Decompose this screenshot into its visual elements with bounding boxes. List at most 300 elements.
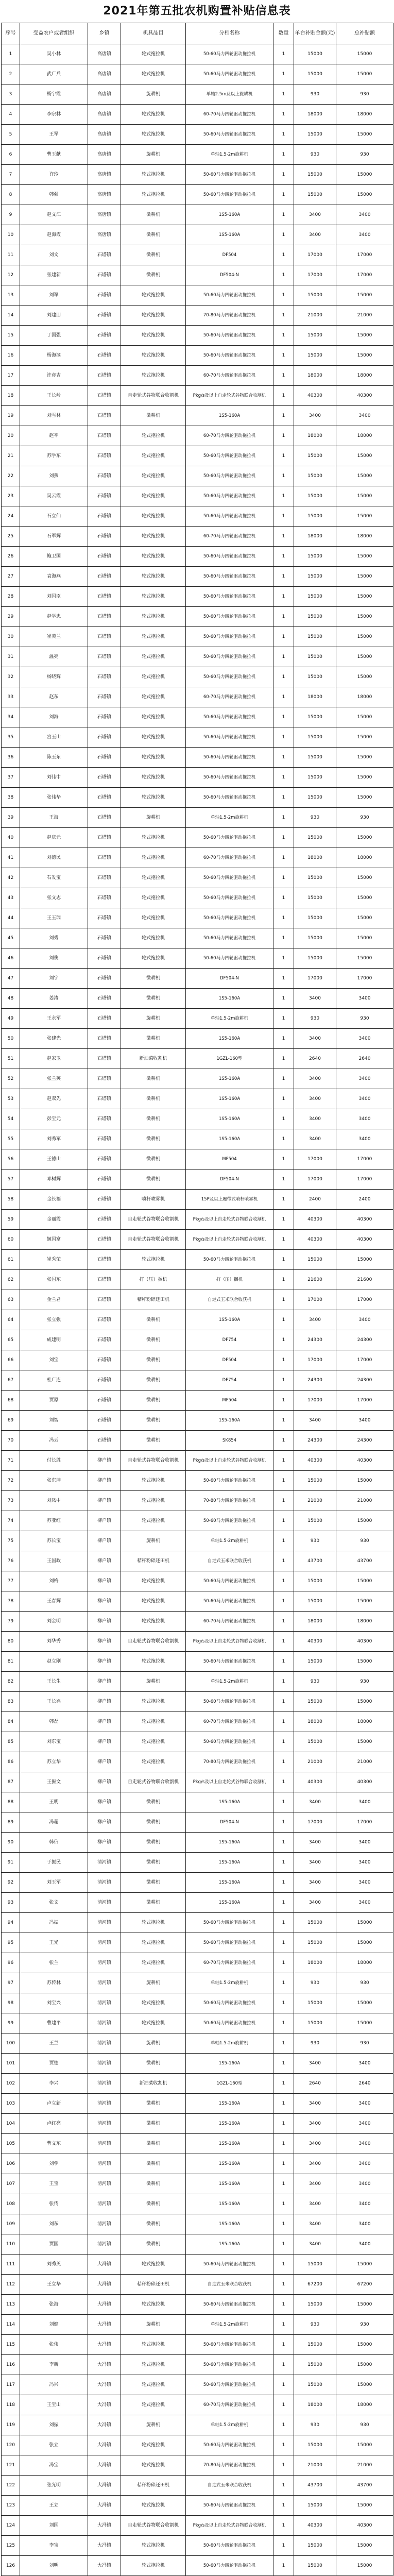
cell-quantity: 1 bbox=[273, 1571, 294, 1591]
cell-town: 清河镇 bbox=[88, 2234, 121, 2255]
cell-total-subsidy: 3400 bbox=[336, 2214, 393, 2234]
cell-model: Pkg/s及以上自走轮式谷物联合收割机 bbox=[186, 1451, 273, 1471]
cell-index: 86 bbox=[2, 1752, 20, 1772]
table-row bbox=[2, 828, 393, 848]
cell-unit-subsidy: 15000 bbox=[294, 2355, 336, 2375]
cell-index: 125 bbox=[2, 2536, 20, 2556]
cell-index: 88 bbox=[2, 1792, 20, 1812]
cell-unit-subsidy: 3400 bbox=[294, 1792, 336, 1812]
cell-index: 109 bbox=[2, 2214, 20, 2234]
cell-machine: 轮式拖拉机 bbox=[121, 1511, 186, 1531]
cell-town: 柳户镇 bbox=[88, 1792, 121, 1812]
cell-quantity: 1 bbox=[273, 2054, 294, 2074]
cell-model: 50-60马力四轮驱动拖拉机 bbox=[186, 908, 273, 928]
cell-machine: 轮式拖拉机 bbox=[121, 2295, 186, 2315]
table-row bbox=[2, 1712, 393, 1732]
cell-unit-subsidy: 18000 bbox=[294, 426, 336, 446]
cell-machine: 轮式拖拉机 bbox=[121, 446, 186, 466]
cell-total-subsidy: 17000 bbox=[336, 969, 393, 989]
cell-recipient: 苏传林 bbox=[20, 1973, 88, 1993]
cell-total-subsidy: 43700 bbox=[336, 1551, 393, 1571]
cell-model: 自走式玉米联合收获机 bbox=[186, 2476, 273, 2496]
cell-town: 清河镇 bbox=[88, 1993, 121, 2013]
cell-index: 31 bbox=[2, 647, 20, 667]
cell-town: 石塔镇 bbox=[88, 1431, 121, 1451]
cell-town: 石塔镇 bbox=[88, 707, 121, 727]
cell-unit-subsidy: 3400 bbox=[294, 1129, 336, 1149]
table-row bbox=[2, 386, 393, 406]
cell-town: 石塔镇 bbox=[88, 1069, 121, 1089]
cell-quantity: 1 bbox=[273, 2275, 294, 2295]
table-row bbox=[2, 2295, 393, 2315]
cell-recipient: 袁海燕 bbox=[20, 567, 88, 587]
cell-model: 60-70马力四轮驱动拖拉机 bbox=[186, 105, 273, 125]
cell-model: 单轴1.5-2m旋耕机 bbox=[186, 1973, 273, 1993]
cell-recipient: 刘秀英 bbox=[20, 2255, 88, 2275]
cell-quantity: 1 bbox=[273, 687, 294, 707]
cell-machine: 轮式拖拉机 bbox=[121, 828, 186, 848]
cell-model: Pkg/s及以上自走轮式谷物联合收割机 bbox=[186, 386, 273, 406]
cell-unit-subsidy: 15000 bbox=[294, 64, 336, 84]
cell-recipient: 刘国 bbox=[20, 2516, 88, 2536]
cell-index: 47 bbox=[2, 969, 20, 989]
cell-total-subsidy: 40300 bbox=[336, 1632, 393, 1652]
cell-quantity: 1 bbox=[273, 1471, 294, 1491]
cell-total-subsidy: 930 bbox=[336, 2415, 393, 2435]
cell-machine: 秸秆粉碎还田机 bbox=[121, 1551, 186, 1571]
cell-quantity: 1 bbox=[273, 1893, 294, 1913]
table-row bbox=[2, 1491, 393, 1511]
cell-recipient: 苏学东 bbox=[20, 446, 88, 466]
cell-quantity: 1 bbox=[273, 2094, 294, 2114]
cell-index: 96 bbox=[2, 1953, 20, 1973]
cell-total-subsidy: 15000 bbox=[336, 486, 393, 506]
cell-machine: 轮式拖拉机 bbox=[121, 567, 186, 587]
table-row bbox=[2, 2174, 393, 2194]
cell-town: 柳户镇 bbox=[88, 1712, 121, 1732]
cell-recipient: 王国政 bbox=[20, 1551, 88, 1571]
cell-machine: 轮式拖拉机 bbox=[121, 64, 186, 84]
cell-index: 28 bbox=[2, 587, 20, 607]
cell-machine: 轮式拖拉机 bbox=[121, 2395, 186, 2415]
cell-model: SK854 bbox=[186, 1431, 273, 1451]
cell-machine: 微耕机 bbox=[121, 2134, 186, 2154]
cell-quantity: 1 bbox=[273, 2556, 294, 2576]
cell-machine: 微耕机 bbox=[121, 1853, 186, 1873]
cell-town: 石塔镇 bbox=[88, 1391, 121, 1411]
cell-machine: 轮式拖拉机 bbox=[121, 185, 186, 205]
table-row bbox=[2, 1772, 393, 1792]
cell-recipient: 曹玉献 bbox=[20, 145, 88, 165]
table-row bbox=[2, 1913, 393, 1933]
table-row bbox=[2, 2476, 393, 2496]
cell-machine: 自走轮式谷物联合收割机 bbox=[121, 1210, 186, 1230]
table-row bbox=[2, 145, 393, 165]
cell-total-subsidy: 15000 bbox=[336, 506, 393, 527]
cell-machine: 轮式拖拉机 bbox=[121, 1692, 186, 1712]
cell-recipient: 刘秀 bbox=[20, 928, 88, 948]
cell-index: 27 bbox=[2, 567, 20, 587]
cell-town: 石塔镇 bbox=[88, 948, 121, 969]
cell-index: 111 bbox=[2, 2255, 20, 2275]
cell-unit-subsidy: 15000 bbox=[294, 2375, 336, 2395]
table-row bbox=[2, 1149, 393, 1170]
cell-unit-subsidy: 3400 bbox=[294, 2234, 336, 2255]
table-row bbox=[2, 848, 393, 868]
cell-model: 50-60马力四轮驱动拖拉机 bbox=[186, 125, 273, 145]
cell-machine: 轮式拖拉机 bbox=[121, 848, 186, 868]
cell-index: 32 bbox=[2, 667, 20, 687]
cell-index: 69 bbox=[2, 1411, 20, 1431]
cell-quantity: 1 bbox=[273, 1953, 294, 1973]
cell-recipient: 刘建朋 bbox=[20, 306, 88, 326]
cell-unit-subsidy: 15000 bbox=[294, 567, 336, 587]
cell-unit-subsidy: 17000 bbox=[294, 1290, 336, 1310]
cell-recipient: 曹文东 bbox=[20, 2134, 88, 2154]
cell-recipient: 许彦吉 bbox=[20, 366, 88, 386]
cell-town: 大冯镇 bbox=[88, 2516, 121, 2536]
cell-machine: 轮式拖拉机 bbox=[121, 285, 186, 306]
cell-recipient: 刘健 bbox=[20, 2315, 88, 2335]
cell-quantity: 1 bbox=[273, 165, 294, 185]
table-row bbox=[2, 2536, 393, 2556]
cell-unit-subsidy: 40300 bbox=[294, 1451, 336, 1471]
cell-quantity: 1 bbox=[273, 406, 294, 426]
cell-model: 1S5-160A bbox=[186, 2194, 273, 2214]
cell-model: 50-60马力四轮驱动拖拉机 bbox=[186, 928, 273, 948]
cell-index: 74 bbox=[2, 1511, 20, 1531]
cell-recipient: 丁国强 bbox=[20, 326, 88, 346]
cell-index: 4 bbox=[2, 105, 20, 125]
cell-town: 石塔镇 bbox=[88, 1411, 121, 1431]
cell-model: Pkg/s及以上自走轮式谷物联合收割机 bbox=[186, 1230, 273, 1250]
cell-index: 1 bbox=[2, 44, 20, 64]
cell-town: 石塔镇 bbox=[88, 386, 121, 406]
cell-quantity: 1 bbox=[273, 1270, 294, 1290]
cell-total-subsidy: 15000 bbox=[336, 2013, 393, 2033]
cell-town: 石塔镇 bbox=[88, 1049, 121, 1069]
cell-recipient: 武广兵 bbox=[20, 64, 88, 84]
cell-total-subsidy: 15000 bbox=[336, 125, 393, 145]
cell-machine: 微耕机 bbox=[121, 1310, 186, 1330]
cell-index: 73 bbox=[2, 1491, 20, 1511]
cell-index: 82 bbox=[2, 1672, 20, 1692]
cell-recipient: 王宝 bbox=[20, 2174, 88, 2194]
cell-quantity: 1 bbox=[273, 2114, 294, 2134]
cell-model: 单轴1.5-2m旋耕机 bbox=[186, 1672, 273, 1692]
cell-recipient: 张立 bbox=[20, 2435, 88, 2455]
cell-recipient: 石发宝 bbox=[20, 868, 88, 888]
cell-machine: 旋耕机 bbox=[121, 2415, 186, 2435]
cell-recipient: 韩强 bbox=[20, 185, 88, 205]
cell-quantity: 1 bbox=[273, 1812, 294, 1833]
cell-total-subsidy: 930 bbox=[336, 808, 393, 828]
cell-quantity: 1 bbox=[273, 185, 294, 205]
table-row bbox=[2, 2516, 393, 2536]
cell-index: 126 bbox=[2, 2556, 20, 2576]
cell-model: 1S5-160A bbox=[186, 2214, 273, 2234]
cell-index: 89 bbox=[2, 1812, 20, 1833]
cell-machine: 轮式拖拉机 bbox=[121, 527, 186, 547]
cell-machine: 轮式拖拉机 bbox=[121, 1491, 186, 1511]
cell-recipient: 张建新 bbox=[20, 265, 88, 285]
cell-quantity: 1 bbox=[273, 707, 294, 727]
cell-total-subsidy: 15000 bbox=[336, 1913, 393, 1933]
cell-index: 42 bbox=[2, 868, 20, 888]
cell-model: 1S5-160A bbox=[186, 2054, 273, 2074]
table-row bbox=[2, 1109, 393, 1129]
cell-machine: 微耕机 bbox=[121, 1792, 186, 1812]
cell-unit-subsidy: 15000 bbox=[294, 868, 336, 888]
cell-total-subsidy: 3400 bbox=[336, 2134, 393, 2154]
cell-index: 50 bbox=[2, 1029, 20, 1049]
table-row bbox=[2, 1652, 393, 1672]
cell-machine: 微耕机 bbox=[121, 406, 186, 426]
cell-town: 大冯镇 bbox=[88, 2295, 121, 2315]
cell-town: 石塔镇 bbox=[88, 1149, 121, 1170]
cell-machine: 微耕机 bbox=[121, 1170, 186, 1190]
cell-town: 大冯镇 bbox=[88, 2255, 121, 2275]
cell-quantity: 1 bbox=[273, 1391, 294, 1411]
cell-quantity: 1 bbox=[273, 587, 294, 607]
cell-index: 5 bbox=[2, 125, 20, 145]
cell-index: 121 bbox=[2, 2455, 20, 2476]
cell-index: 49 bbox=[2, 1009, 20, 1029]
cell-town: 柳户镇 bbox=[88, 1451, 121, 1471]
cell-machine: 旋耕机 bbox=[121, 1531, 186, 1551]
cell-model: 50-60马力四轮驱动拖拉机 bbox=[186, 1652, 273, 1672]
table-row bbox=[2, 1431, 393, 1451]
cell-town: 石塔镇 bbox=[88, 1310, 121, 1330]
cell-index: 8 bbox=[2, 185, 20, 205]
cell-unit-subsidy: 3400 bbox=[294, 1029, 336, 1049]
cell-machine: 打（压）捆机 bbox=[121, 1270, 186, 1290]
cell-recipient: 王长兴 bbox=[20, 1692, 88, 1712]
cell-recipient: 王立华 bbox=[20, 2275, 88, 2295]
cell-index: 106 bbox=[2, 2154, 20, 2174]
cell-model: 1S5-160A bbox=[186, 1310, 273, 1330]
cell-index: 90 bbox=[2, 1833, 20, 1853]
cell-machine: 自走轮式谷物联合收割机 bbox=[121, 1632, 186, 1652]
cell-quantity: 1 bbox=[273, 1672, 294, 1692]
table-row bbox=[2, 1129, 393, 1149]
cell-index: 60 bbox=[2, 1230, 20, 1250]
cell-total-subsidy: 24300 bbox=[336, 1431, 393, 1451]
cell-index: 91 bbox=[2, 1853, 20, 1873]
table-row bbox=[2, 165, 393, 185]
cell-quantity: 1 bbox=[273, 1290, 294, 1310]
cell-quantity: 1 bbox=[273, 366, 294, 386]
cell-machine: 轮式拖拉机 bbox=[121, 627, 186, 647]
cell-total-subsidy: 40300 bbox=[336, 2516, 393, 2536]
cell-unit-subsidy: 17000 bbox=[294, 969, 336, 989]
cell-model: 1S5-160A bbox=[186, 2094, 273, 2114]
cell-index: 81 bbox=[2, 1652, 20, 1672]
cell-index: 110 bbox=[2, 2234, 20, 2255]
cell-recipient: 赵家卫 bbox=[20, 1049, 88, 1069]
table-row bbox=[2, 1411, 393, 1431]
table-row bbox=[2, 1933, 393, 1953]
cell-town: 石塔镇 bbox=[88, 567, 121, 587]
cell-total-subsidy: 17000 bbox=[336, 265, 393, 285]
table-row bbox=[2, 2154, 393, 2174]
cell-town: 大冯镇 bbox=[88, 2395, 121, 2415]
cell-town: 柳户镇 bbox=[88, 1471, 121, 1491]
cell-town: 石塔镇 bbox=[88, 989, 121, 1009]
col-header-machine: 机具品目 bbox=[121, 23, 186, 44]
cell-quantity: 1 bbox=[273, 1511, 294, 1531]
table-row bbox=[2, 928, 393, 948]
cell-total-subsidy: 3400 bbox=[336, 1310, 393, 1330]
cell-quantity: 1 bbox=[273, 1431, 294, 1451]
cell-town: 石塔镇 bbox=[88, 808, 121, 828]
cell-recipient: 刘燕 bbox=[20, 466, 88, 486]
cell-machine: 轮式拖拉机 bbox=[121, 888, 186, 908]
cell-index: 45 bbox=[2, 928, 20, 948]
cell-recipient: 成建明 bbox=[20, 1330, 88, 1350]
cell-index: 16 bbox=[2, 346, 20, 366]
cell-total-subsidy: 15000 bbox=[336, 2536, 393, 2556]
cell-total-subsidy: 3400 bbox=[336, 2094, 393, 2114]
table-row bbox=[2, 1833, 393, 1853]
cell-recipient: 张建光 bbox=[20, 1029, 88, 1049]
cell-total-subsidy: 15000 bbox=[336, 1511, 393, 1531]
cell-index: 56 bbox=[2, 1149, 20, 1170]
cell-total-subsidy: 43700 bbox=[336, 2476, 393, 2496]
cell-town: 石塔镇 bbox=[88, 1270, 121, 1290]
cell-unit-subsidy: 17000 bbox=[294, 245, 336, 265]
cell-machine: 旋耕机 bbox=[121, 2315, 186, 2335]
cell-model: Pkg/s及以上自走轮式谷物联合收割机 bbox=[186, 2516, 273, 2536]
cell-quantity: 1 bbox=[273, 989, 294, 1009]
cell-recipient: 刘文 bbox=[20, 245, 88, 265]
table-row bbox=[2, 1069, 393, 1089]
cell-model: 50-60马力四轮驱动拖拉机 bbox=[186, 888, 273, 908]
cell-index: 2 bbox=[2, 64, 20, 84]
cell-unit-subsidy: 15000 bbox=[294, 1933, 336, 1953]
cell-model: 1S5-160A bbox=[186, 1029, 273, 1049]
table-row bbox=[2, 727, 393, 748]
table-row bbox=[2, 2556, 393, 2576]
page-title: 2021年第五批农机购置补贴信息表 bbox=[103, 5, 291, 18]
cell-unit-subsidy: 21000 bbox=[294, 2455, 336, 2476]
cell-town: 柳户镇 bbox=[88, 1732, 121, 1752]
cell-index: 83 bbox=[2, 1692, 20, 1712]
cell-machine: 轮式拖拉机 bbox=[121, 2335, 186, 2355]
table-row bbox=[2, 2455, 393, 2476]
cell-recipient: 王玉瑞 bbox=[20, 908, 88, 928]
cell-recipient: 姜涛 bbox=[20, 989, 88, 1009]
cell-town: 石塔镇 bbox=[88, 748, 121, 768]
cell-model: 50-60马力四轮驱动拖拉机 bbox=[186, 2375, 273, 2395]
table-row bbox=[2, 366, 393, 386]
cell-town: 柳户镇 bbox=[88, 1752, 121, 1772]
cell-machine: 轮式拖拉机 bbox=[121, 1652, 186, 1672]
cell-total-subsidy: 18000 bbox=[336, 527, 393, 547]
cell-model: 1S5-160A bbox=[186, 2174, 273, 2194]
cell-model: 自走式玉米联合收获机 bbox=[186, 2275, 273, 2295]
cell-unit-subsidy: 40300 bbox=[294, 386, 336, 406]
cell-model: 1S5-160A bbox=[186, 205, 273, 225]
cell-recipient: 崔芙兰 bbox=[20, 627, 88, 647]
cell-quantity: 1 bbox=[273, 788, 294, 808]
cell-index: 76 bbox=[2, 1551, 20, 1571]
cell-total-subsidy: 15000 bbox=[336, 64, 393, 84]
table-row bbox=[2, 44, 393, 64]
cell-model: 50-60马力四轮驱动拖拉机 bbox=[186, 768, 273, 788]
cell-unit-subsidy: 15000 bbox=[294, 2435, 336, 2455]
cell-recipient: 王光 bbox=[20, 1933, 88, 1953]
cell-total-subsidy: 3400 bbox=[336, 406, 393, 426]
cell-town: 清河镇 bbox=[88, 1973, 121, 1993]
cell-machine: 自走轮式谷物联合收割机 bbox=[121, 1772, 186, 1792]
cell-index: 72 bbox=[2, 1471, 20, 1491]
cell-town: 石塔镇 bbox=[88, 768, 121, 788]
cell-total-subsidy: 17000 bbox=[336, 1391, 393, 1411]
cell-unit-subsidy: 24300 bbox=[294, 1370, 336, 1391]
table-row bbox=[2, 1250, 393, 1270]
cell-total-subsidy: 3400 bbox=[336, 1833, 393, 1853]
cell-unit-subsidy: 15000 bbox=[294, 1913, 336, 1933]
cell-model: 50-60马力四轮驱动拖拉机 bbox=[186, 2335, 273, 2355]
cell-town: 清河镇 bbox=[88, 2114, 121, 2134]
cell-recipient: 赵平 bbox=[20, 426, 88, 446]
cell-quantity: 1 bbox=[273, 888, 294, 908]
cell-recipient: 张伟华 bbox=[20, 788, 88, 808]
cell-recipient: 杜广连 bbox=[20, 1370, 88, 1391]
cell-recipient: 刘伟中 bbox=[20, 768, 88, 788]
table-row bbox=[2, 2355, 393, 2375]
cell-total-subsidy: 18000 bbox=[336, 2395, 393, 2415]
table-row bbox=[2, 506, 393, 527]
table-row bbox=[2, 1230, 393, 1250]
cell-model: Pkg/s及以上自走轮式谷物联合收割机 bbox=[186, 1210, 273, 1230]
cell-town: 石塔镇 bbox=[88, 346, 121, 366]
cell-total-subsidy: 15000 bbox=[336, 647, 393, 667]
cell-model: 70-80马力四轮驱动拖拉机 bbox=[186, 2455, 273, 2476]
cell-recipient: 卢立新 bbox=[20, 2094, 88, 2114]
cell-machine: 微耕机 bbox=[121, 265, 186, 285]
cell-quantity: 1 bbox=[273, 1411, 294, 1431]
cell-index: 64 bbox=[2, 1310, 20, 1330]
table-row bbox=[2, 2275, 393, 2295]
table-row bbox=[2, 346, 393, 366]
cell-machine: 轮式拖拉机 bbox=[121, 607, 186, 627]
cell-quantity: 1 bbox=[273, 2375, 294, 2395]
cell-unit-subsidy: 15000 bbox=[294, 948, 336, 969]
table-row bbox=[2, 768, 393, 788]
cell-unit-subsidy: 18000 bbox=[294, 1953, 336, 1973]
cell-machine: 轮式拖拉机 bbox=[121, 2496, 186, 2516]
cell-unit-subsidy: 15000 bbox=[294, 888, 336, 908]
cell-model: Pkg/s及以上自走轮式谷物联合收割机 bbox=[186, 1632, 273, 1652]
cell-town: 石塔镇 bbox=[88, 426, 121, 446]
cell-model: 50-60马力四轮驱动拖拉机 bbox=[186, 1471, 273, 1491]
cell-unit-subsidy: 15000 bbox=[294, 44, 336, 64]
cell-machine: 轮式拖拉机 bbox=[121, 486, 186, 506]
cell-town: 大冯镇 bbox=[88, 2315, 121, 2335]
table-row bbox=[2, 1632, 393, 1652]
col-header-unit-subsidy: 单台补贴金额(元) bbox=[294, 23, 336, 44]
cell-total-subsidy: 15000 bbox=[336, 587, 393, 607]
cell-quantity: 1 bbox=[273, 948, 294, 969]
cell-machine: 秸秆粉碎还田机 bbox=[121, 1290, 186, 1310]
cell-machine: 轮式拖拉机 bbox=[121, 707, 186, 727]
cell-quantity: 1 bbox=[273, 1652, 294, 1672]
cell-model: Pkg/s及以上自走轮式谷物联合收割机 bbox=[186, 1772, 273, 1792]
table-row bbox=[2, 1290, 393, 1310]
cell-unit-subsidy: 3400 bbox=[294, 1069, 336, 1089]
